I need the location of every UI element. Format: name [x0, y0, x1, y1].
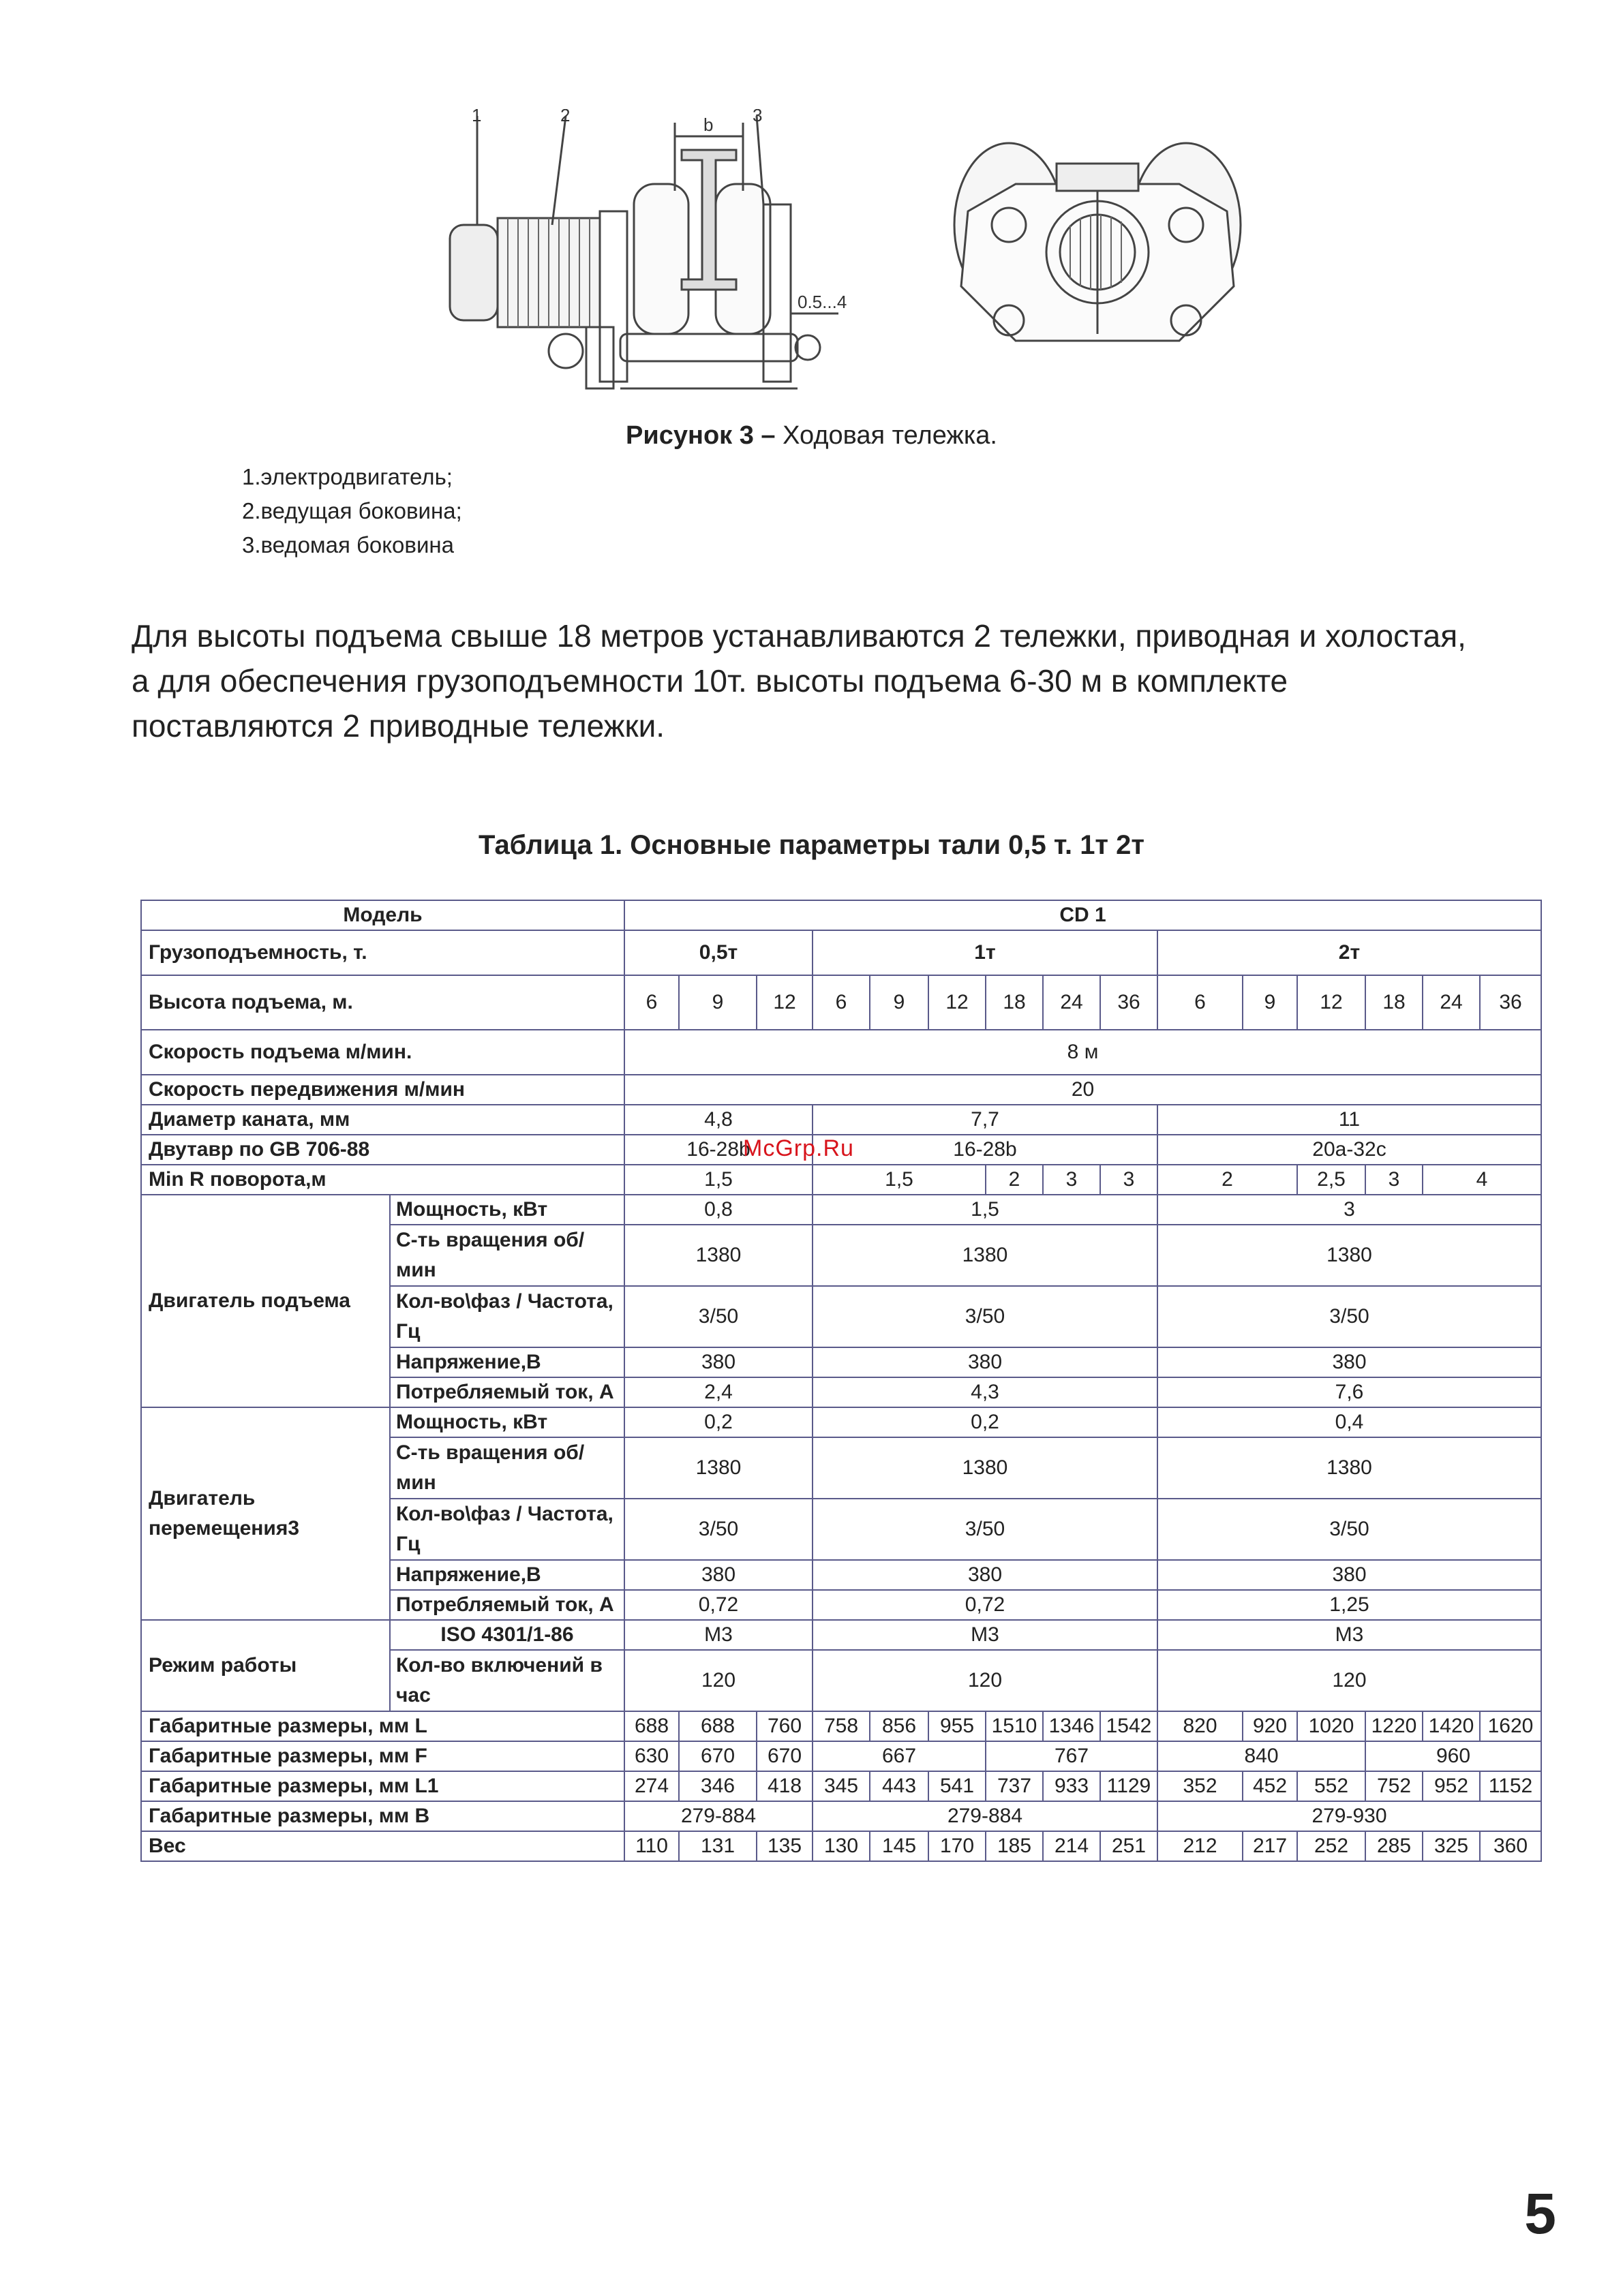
dim-L1-cell: 933	[1043, 1771, 1100, 1801]
specs-table	[140, 900, 1542, 1862]
travel-motor-label: Двигатель перемещения3	[141, 1407, 390, 1620]
dim-L-cell: 1346	[1043, 1711, 1100, 1741]
dim-L1-cell: 737	[986, 1771, 1043, 1801]
travel-phase-cell: 3/50	[813, 1499, 1157, 1560]
radius-cell: 1,5	[624, 1165, 813, 1195]
dim-L-cell: 688	[679, 1711, 757, 1741]
paragraph-line: а для обеспечения грузоподъемности 10т. высоты подъема 6-30 м в комплекте	[132, 663, 1288, 699]
model-label: Модель	[141, 900, 624, 930]
radius-cell: 3	[1043, 1165, 1100, 1195]
phase-label: Кол-во\фаз / Частота, Гц	[390, 1499, 624, 1560]
height-cell: 6	[624, 975, 679, 1030]
travel-power-cell: 0,2	[813, 1407, 1157, 1437]
dim-L-cell: 1510	[986, 1711, 1043, 1741]
radius-cell: 2	[986, 1165, 1043, 1195]
duty-starts-cell: 120	[624, 1650, 813, 1711]
weight-cell: 360	[1480, 1831, 1541, 1861]
height-cell: 24	[1423, 975, 1480, 1030]
table-row	[141, 1801, 1541, 1831]
dimension-b-label: b	[703, 114, 714, 135]
dim-L-cell: 688	[624, 1711, 679, 1741]
rpm-label: С-ть вращения об/мин	[390, 1437, 624, 1499]
height-cell: 18	[986, 975, 1043, 1030]
page-number: 5	[1524, 2182, 1556, 2246]
duty-starts-label: Кол-во включений в час	[390, 1650, 624, 1711]
radius-cell: 3	[1100, 1165, 1157, 1195]
body-paragraph	[132, 613, 1570, 748]
dimension-gap-label: 0.5...4	[798, 292, 847, 312]
paragraph-line: Для высоты подъема свыше 18 метров устанавливаются 2 тележки, приводная и холостая,	[132, 618, 1466, 654]
table-row	[141, 1407, 1541, 1437]
table-row	[141, 1771, 1541, 1801]
travel-rpm-cell: 1380	[624, 1437, 813, 1499]
figure-legend	[242, 460, 462, 562]
lift-phase-cell: 3/50	[624, 1286, 813, 1347]
travel-voltage-cell: 380	[1157, 1560, 1541, 1590]
dim-L-cell: 1542	[1100, 1711, 1157, 1741]
model-value: CD 1	[624, 900, 1541, 930]
height-cell: 36	[1480, 975, 1541, 1030]
dim-L-cell: 955	[928, 1711, 986, 1741]
dim-B-cell: 279-930	[1157, 1801, 1541, 1831]
travel-power-cell: 0,2	[624, 1407, 813, 1437]
travel-speed-value: 20	[624, 1075, 1541, 1105]
weight-cell: 212	[1157, 1831, 1243, 1861]
height-cell: 18	[1365, 975, 1423, 1030]
weight-cell: 130	[813, 1831, 870, 1861]
rope-cell: 7,7	[813, 1105, 1157, 1135]
table-row	[141, 930, 1541, 975]
dim-B-cell: 279-884	[624, 1801, 813, 1831]
radius-cell: 2	[1157, 1165, 1297, 1195]
dim-L-cell: 758	[813, 1711, 870, 1741]
dim-L1-cell: 345	[813, 1771, 870, 1801]
watermark: McGrp.Ru	[743, 1135, 854, 1161]
dim-B-cell: 279-884	[813, 1801, 1157, 1831]
table-row	[141, 1075, 1541, 1105]
duty-iso-cell: M3	[624, 1620, 813, 1650]
weight-cell: 251	[1100, 1831, 1157, 1861]
rope-cell: 11	[1157, 1105, 1541, 1135]
dim-L-cell: 1420	[1423, 1711, 1480, 1741]
dim-L1-cell: 346	[679, 1771, 757, 1801]
table-row	[141, 1831, 1541, 1861]
dim-L1-label: Габаритные размеры, мм L1	[141, 1771, 624, 1801]
travel-current-cell: 0,72	[813, 1590, 1157, 1620]
dim-L1-cell: 452	[1243, 1771, 1297, 1801]
duty-iso-label: ISO 4301/1-86	[390, 1620, 624, 1650]
weight-cell: 185	[986, 1831, 1043, 1861]
weight-cell: 135	[757, 1831, 813, 1861]
dim-F-cell: 670	[679, 1741, 757, 1771]
lift-rpm-cell: 1380	[624, 1225, 813, 1286]
dim-L1-cell: 552	[1297, 1771, 1365, 1801]
height-label: Высота подъема, м.	[141, 975, 624, 1030]
lift-current-cell: 7,6	[1157, 1377, 1541, 1407]
dim-L1-cell: 952	[1423, 1771, 1480, 1801]
table-row	[141, 1165, 1541, 1195]
travel-phase-cell: 3/50	[624, 1499, 813, 1560]
table-row	[141, 900, 1541, 930]
dim-F-cell: 670	[757, 1741, 813, 1771]
radius-cell: 4	[1423, 1165, 1541, 1195]
dim-L1-cell: 1152	[1480, 1771, 1541, 1801]
dim-L1-cell: 752	[1365, 1771, 1423, 1801]
duty-label: Режим работы	[141, 1620, 390, 1711]
table-title: Таблица 1. Основные параметры тали 0,5 т. 1т 2т	[479, 830, 1144, 860]
lift-power-cell: 1,5	[813, 1195, 1157, 1225]
dim-B-label: Габаритные размеры, мм B	[141, 1801, 624, 1831]
travel-rpm-cell: 1380	[1157, 1437, 1541, 1499]
dim-L-cell: 856	[870, 1711, 928, 1741]
height-cell: 12	[757, 975, 813, 1030]
phase-label: Кол-во\фаз / Частота, Гц	[390, 1286, 624, 1347]
dim-F-cell: 840	[1157, 1741, 1365, 1771]
lift-voltage-cell: 380	[813, 1347, 1157, 1377]
current-label: Потребляемый ток, А	[390, 1377, 624, 1407]
lift-voltage-cell: 380	[1157, 1347, 1541, 1377]
table-row	[141, 1030, 1541, 1075]
legend-item: 2.ведущая боковина;	[242, 498, 462, 523]
weight-cell: 214	[1043, 1831, 1100, 1861]
height-cell: 24	[1043, 975, 1100, 1030]
capacity-label: Грузоподъемность, т.	[141, 930, 624, 975]
beam-cell: 20a-32c	[1157, 1135, 1541, 1165]
radius-label: Min R поворота,м	[141, 1165, 624, 1195]
dim-L1-cell: 274	[624, 1771, 679, 1801]
voltage-label: Напряжение,В	[390, 1347, 624, 1377]
height-cell: 12	[1297, 975, 1365, 1030]
weight-cell: 131	[679, 1831, 757, 1861]
lift-current-cell: 4,3	[813, 1377, 1157, 1407]
height-cell: 9	[1243, 975, 1297, 1030]
table-row	[141, 1105, 1541, 1135]
current-label: Потребляемый ток, А	[390, 1590, 624, 1620]
power-label: Мощность, кВт	[390, 1195, 624, 1225]
duty-starts-cell: 120	[1157, 1650, 1541, 1711]
figure-caption-text: Ходовая тележка.	[775, 421, 997, 450]
dim-L-cell: 1020	[1297, 1711, 1365, 1741]
radius-cell: 1,5	[813, 1165, 986, 1195]
radius-cell: 3	[1365, 1165, 1423, 1195]
height-cell: 9	[870, 975, 928, 1030]
radius-cell: 2,5	[1297, 1165, 1365, 1195]
dim-L-label: Габаритные размеры, мм L	[141, 1711, 624, 1741]
dim-L1-cell: 352	[1157, 1771, 1243, 1801]
dim-L-cell: 1220	[1365, 1711, 1423, 1741]
callout-1: 1	[472, 109, 482, 125]
dim-L1-cell: 443	[870, 1771, 928, 1801]
dim-F-cell: 767	[986, 1741, 1157, 1771]
travel-current-cell: 0,72	[624, 1590, 813, 1620]
callout-3: 3	[753, 109, 763, 125]
legend-item: 3.ведомая боковина	[242, 532, 454, 557]
duty-iso-cell: M3	[813, 1620, 1157, 1650]
weight-cell: 217	[1243, 1831, 1297, 1861]
lift-power-cell: 0,8	[624, 1195, 813, 1225]
lift-power-cell: 3	[1157, 1195, 1541, 1225]
lift-rpm-cell: 1380	[813, 1225, 1157, 1286]
height-cell: 12	[928, 975, 986, 1030]
weight-label: Вес	[141, 1831, 624, 1861]
beam-label: Двутавр по GB 706-88	[141, 1135, 624, 1165]
lift-voltage-cell: 380	[624, 1347, 813, 1377]
weight-cell: 325	[1423, 1831, 1480, 1861]
travel-voltage-cell: 380	[813, 1560, 1157, 1590]
trolley-drawing-svg	[429, 109, 1316, 409]
lift-motor-label: Двигатель подъема	[141, 1195, 390, 1407]
capacity-cell: 0,5т	[624, 930, 813, 975]
travel-power-cell: 0,4	[1157, 1407, 1541, 1437]
beam-cell: 16-28b	[624, 1135, 813, 1165]
rope-cell: 4,8	[624, 1105, 813, 1135]
dim-L-cell: 820	[1157, 1711, 1243, 1741]
dim-L-cell: 1620	[1480, 1711, 1541, 1741]
dim-L1-cell: 418	[757, 1771, 813, 1801]
duty-starts-cell: 120	[813, 1650, 1157, 1711]
travel-speed-label: Скорость передвижения м/мин	[141, 1075, 624, 1105]
travel-current-cell: 1,25	[1157, 1590, 1541, 1620]
height-cell: 6	[1157, 975, 1243, 1030]
lift-speed-label: Скорость подъема м/мин.	[141, 1030, 624, 1075]
rope-label: Диаметр каната, мм	[141, 1105, 624, 1135]
weight-cell: 145	[870, 1831, 928, 1861]
capacity-cell: 2т	[1157, 930, 1541, 975]
figure-trolley-drawing	[429, 109, 1316, 412]
weight-cell: 252	[1297, 1831, 1365, 1861]
voltage-label: Напряжение,В	[390, 1560, 624, 1590]
capacity-cell: 1т	[813, 930, 1157, 975]
callout-2: 2	[560, 109, 571, 125]
dim-L-cell: 920	[1243, 1711, 1297, 1741]
table-row	[141, 1195, 1541, 1225]
travel-phase-cell: 3/50	[1157, 1499, 1541, 1560]
lift-speed-value: 8 м	[624, 1030, 1541, 1075]
dim-L1-cell: 1129	[1100, 1771, 1157, 1801]
height-cell: 9	[679, 975, 757, 1030]
weight-cell: 285	[1365, 1831, 1423, 1861]
power-label: Мощность, кВт	[390, 1407, 624, 1437]
lift-rpm-cell: 1380	[1157, 1225, 1541, 1286]
dim-F-cell: 960	[1365, 1741, 1541, 1771]
height-cell: 6	[813, 975, 870, 1030]
beam-cell: 16-28b	[813, 1135, 1157, 1165]
table-row	[141, 1711, 1541, 1741]
dim-F-cell: 667	[813, 1741, 986, 1771]
weight-cell: 170	[928, 1831, 986, 1861]
dim-L-cell: 760	[757, 1711, 813, 1741]
table-row	[141, 975, 1541, 1030]
weight-cell: 110	[624, 1831, 679, 1861]
paragraph-line: поставляются 2 приводные тележки.	[132, 708, 665, 744]
height-cell: 36	[1100, 975, 1157, 1030]
travel-rpm-cell: 1380	[813, 1437, 1157, 1499]
table-row	[141, 1741, 1541, 1771]
figure-caption-label: Рисунок 3 –	[626, 421, 776, 450]
dim-F-label: Габаритные размеры, мм F	[141, 1741, 624, 1771]
table-row	[141, 1620, 1541, 1650]
legend-item: 1.электродвигатель;	[242, 464, 453, 489]
lift-phase-cell: 3/50	[813, 1286, 1157, 1347]
dim-F-cell: 630	[624, 1741, 679, 1771]
lift-phase-cell: 3/50	[1157, 1286, 1541, 1347]
duty-iso-cell: M3	[1157, 1620, 1541, 1650]
rpm-label: С-ть вращения об/мин	[390, 1225, 624, 1286]
dim-L1-cell: 541	[928, 1771, 986, 1801]
travel-voltage-cell: 380	[624, 1560, 813, 1590]
lift-current-cell: 2,4	[624, 1377, 813, 1407]
figure-caption	[0, 421, 1623, 450]
